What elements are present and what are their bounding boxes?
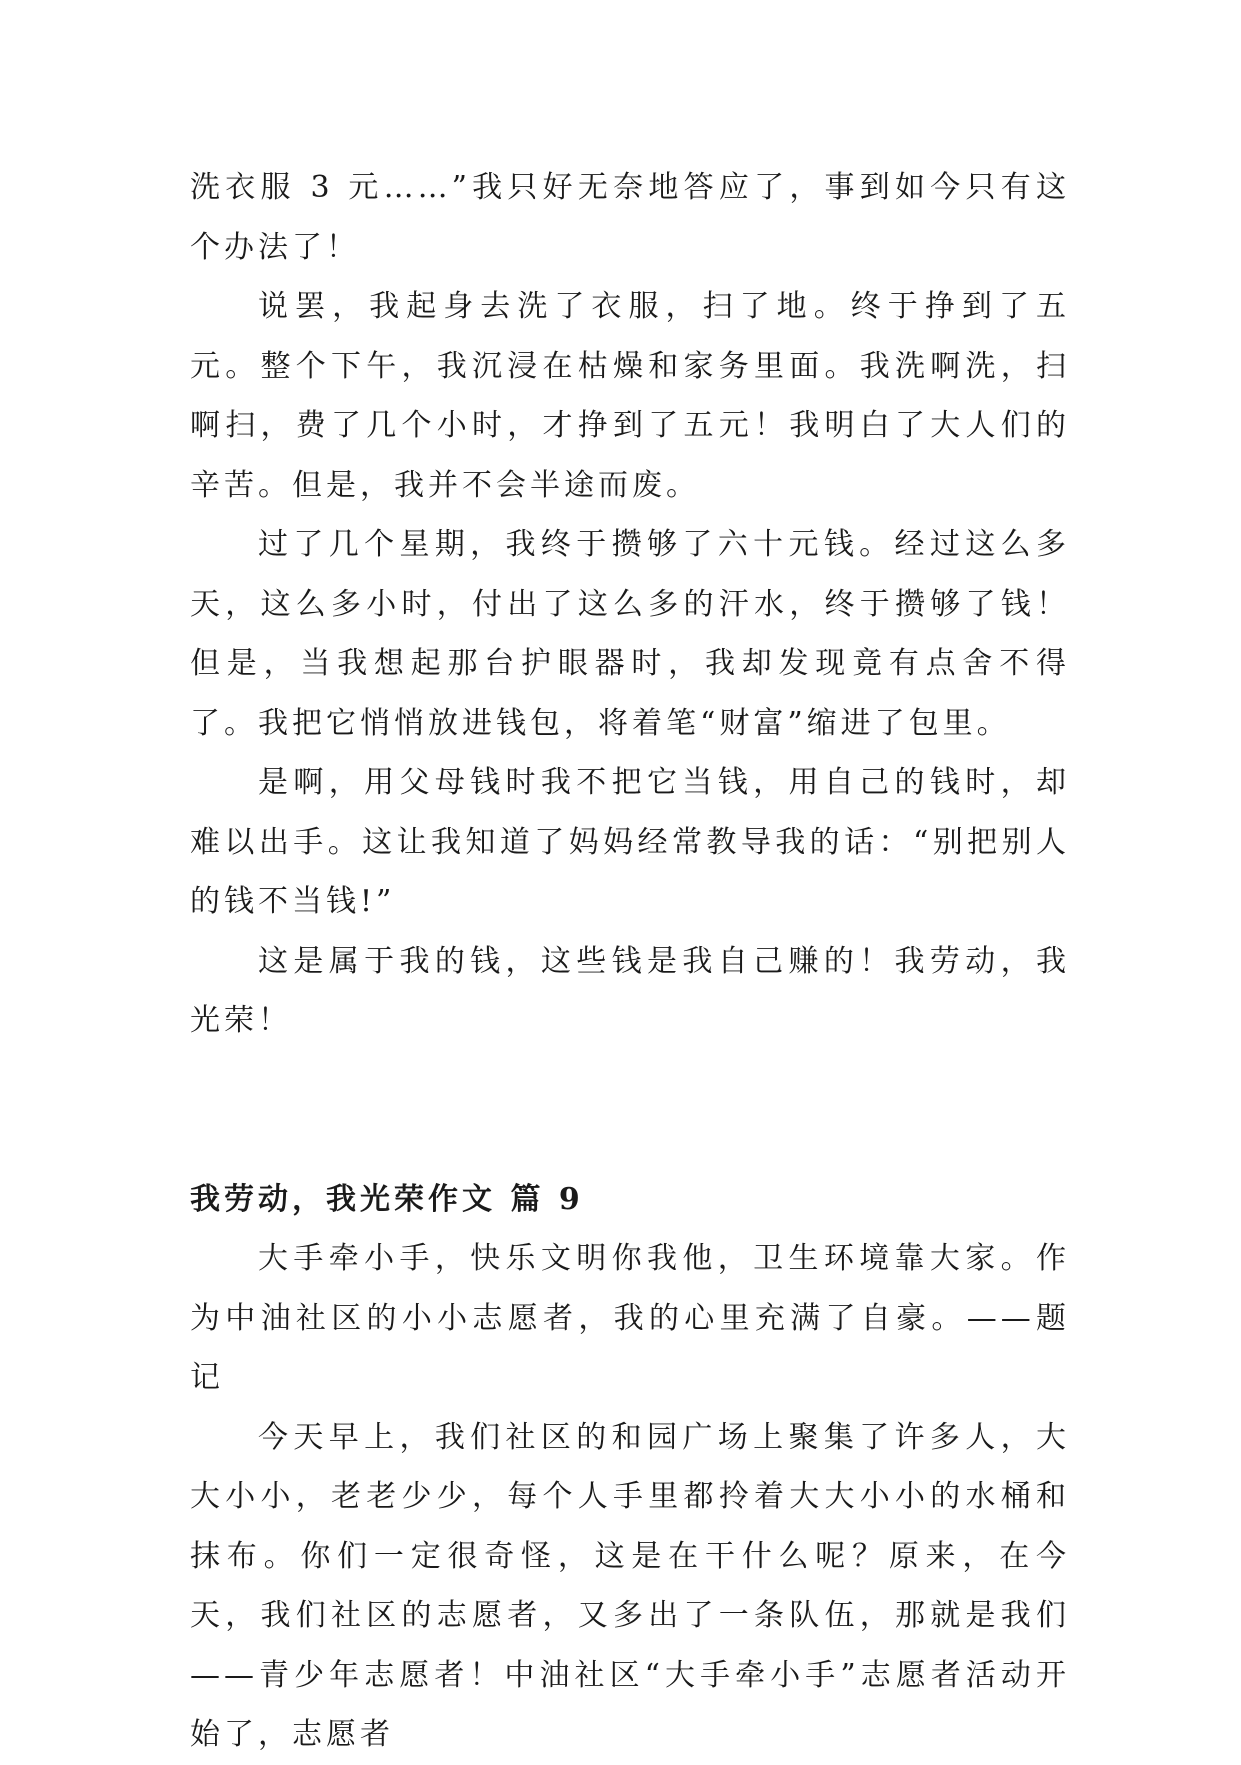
paragraph-7: 今天早上，我们社区的和园广场上聚集了许多人，大大小小，老老少少，每个人手里都拎着大大小小的水桶和抹布。你们一定很奇怪，这是在干什么呢？原来，在今天，我们社区的志愿者，又多出了一条队伍，那就是我们——青少年志愿者！中油社区“大手牵小手”志愿者活动开始了，志愿者 xyxy=(190,1419,1070,1752)
paragraph-1: 洗衣服 3 元……”我只好无奈地答应了，事到如今只有这个办法了！ xyxy=(190,170,1070,265)
paragraph-4: 是啊，用父母钱时我不把它当钱，用自己的钱时，却难以出手。这让我知道了妈妈经常教导我的话：“别把别人的钱不当钱!” xyxy=(190,765,1070,919)
paragraph-2: 说罢，我起身去洗了衣服，扫了地。终于挣到了五元。整个下午，我沉浸在枯燥和家务里面。我洗啊洗，扫啊扫，费了几个小时，才挣到了五元！我明白了大人们的辛苦。但是，我并不会半途而废。 xyxy=(190,289,1070,503)
paragraph-3: 过了几个星期，我终于攒够了六十元钱。经过这么多天，这么多小时，付出了这么多的汗水，终于攒够了钱！但是，当我想起那台护眼器时，我却发现竟有点舍不得了。我把它悄悄放进钱包，将着笔“财富”缩进了包里。 xyxy=(190,527,1070,741)
paragraph-6: 大手牵小手，快乐文明你我他，卫生环境靠大家。作为中油社区的小小志愿者，我的心里充满了自豪。——题记 xyxy=(190,1241,1070,1395)
paragraph-5: 这是属于我的钱，这些钱是我自己赚的！我劳动，我光荣！ xyxy=(190,943,1070,1038)
section-heading: 我劳动，我光荣作文 篇 9 xyxy=(190,1181,584,1217)
document-page xyxy=(190,158,1070,1765)
